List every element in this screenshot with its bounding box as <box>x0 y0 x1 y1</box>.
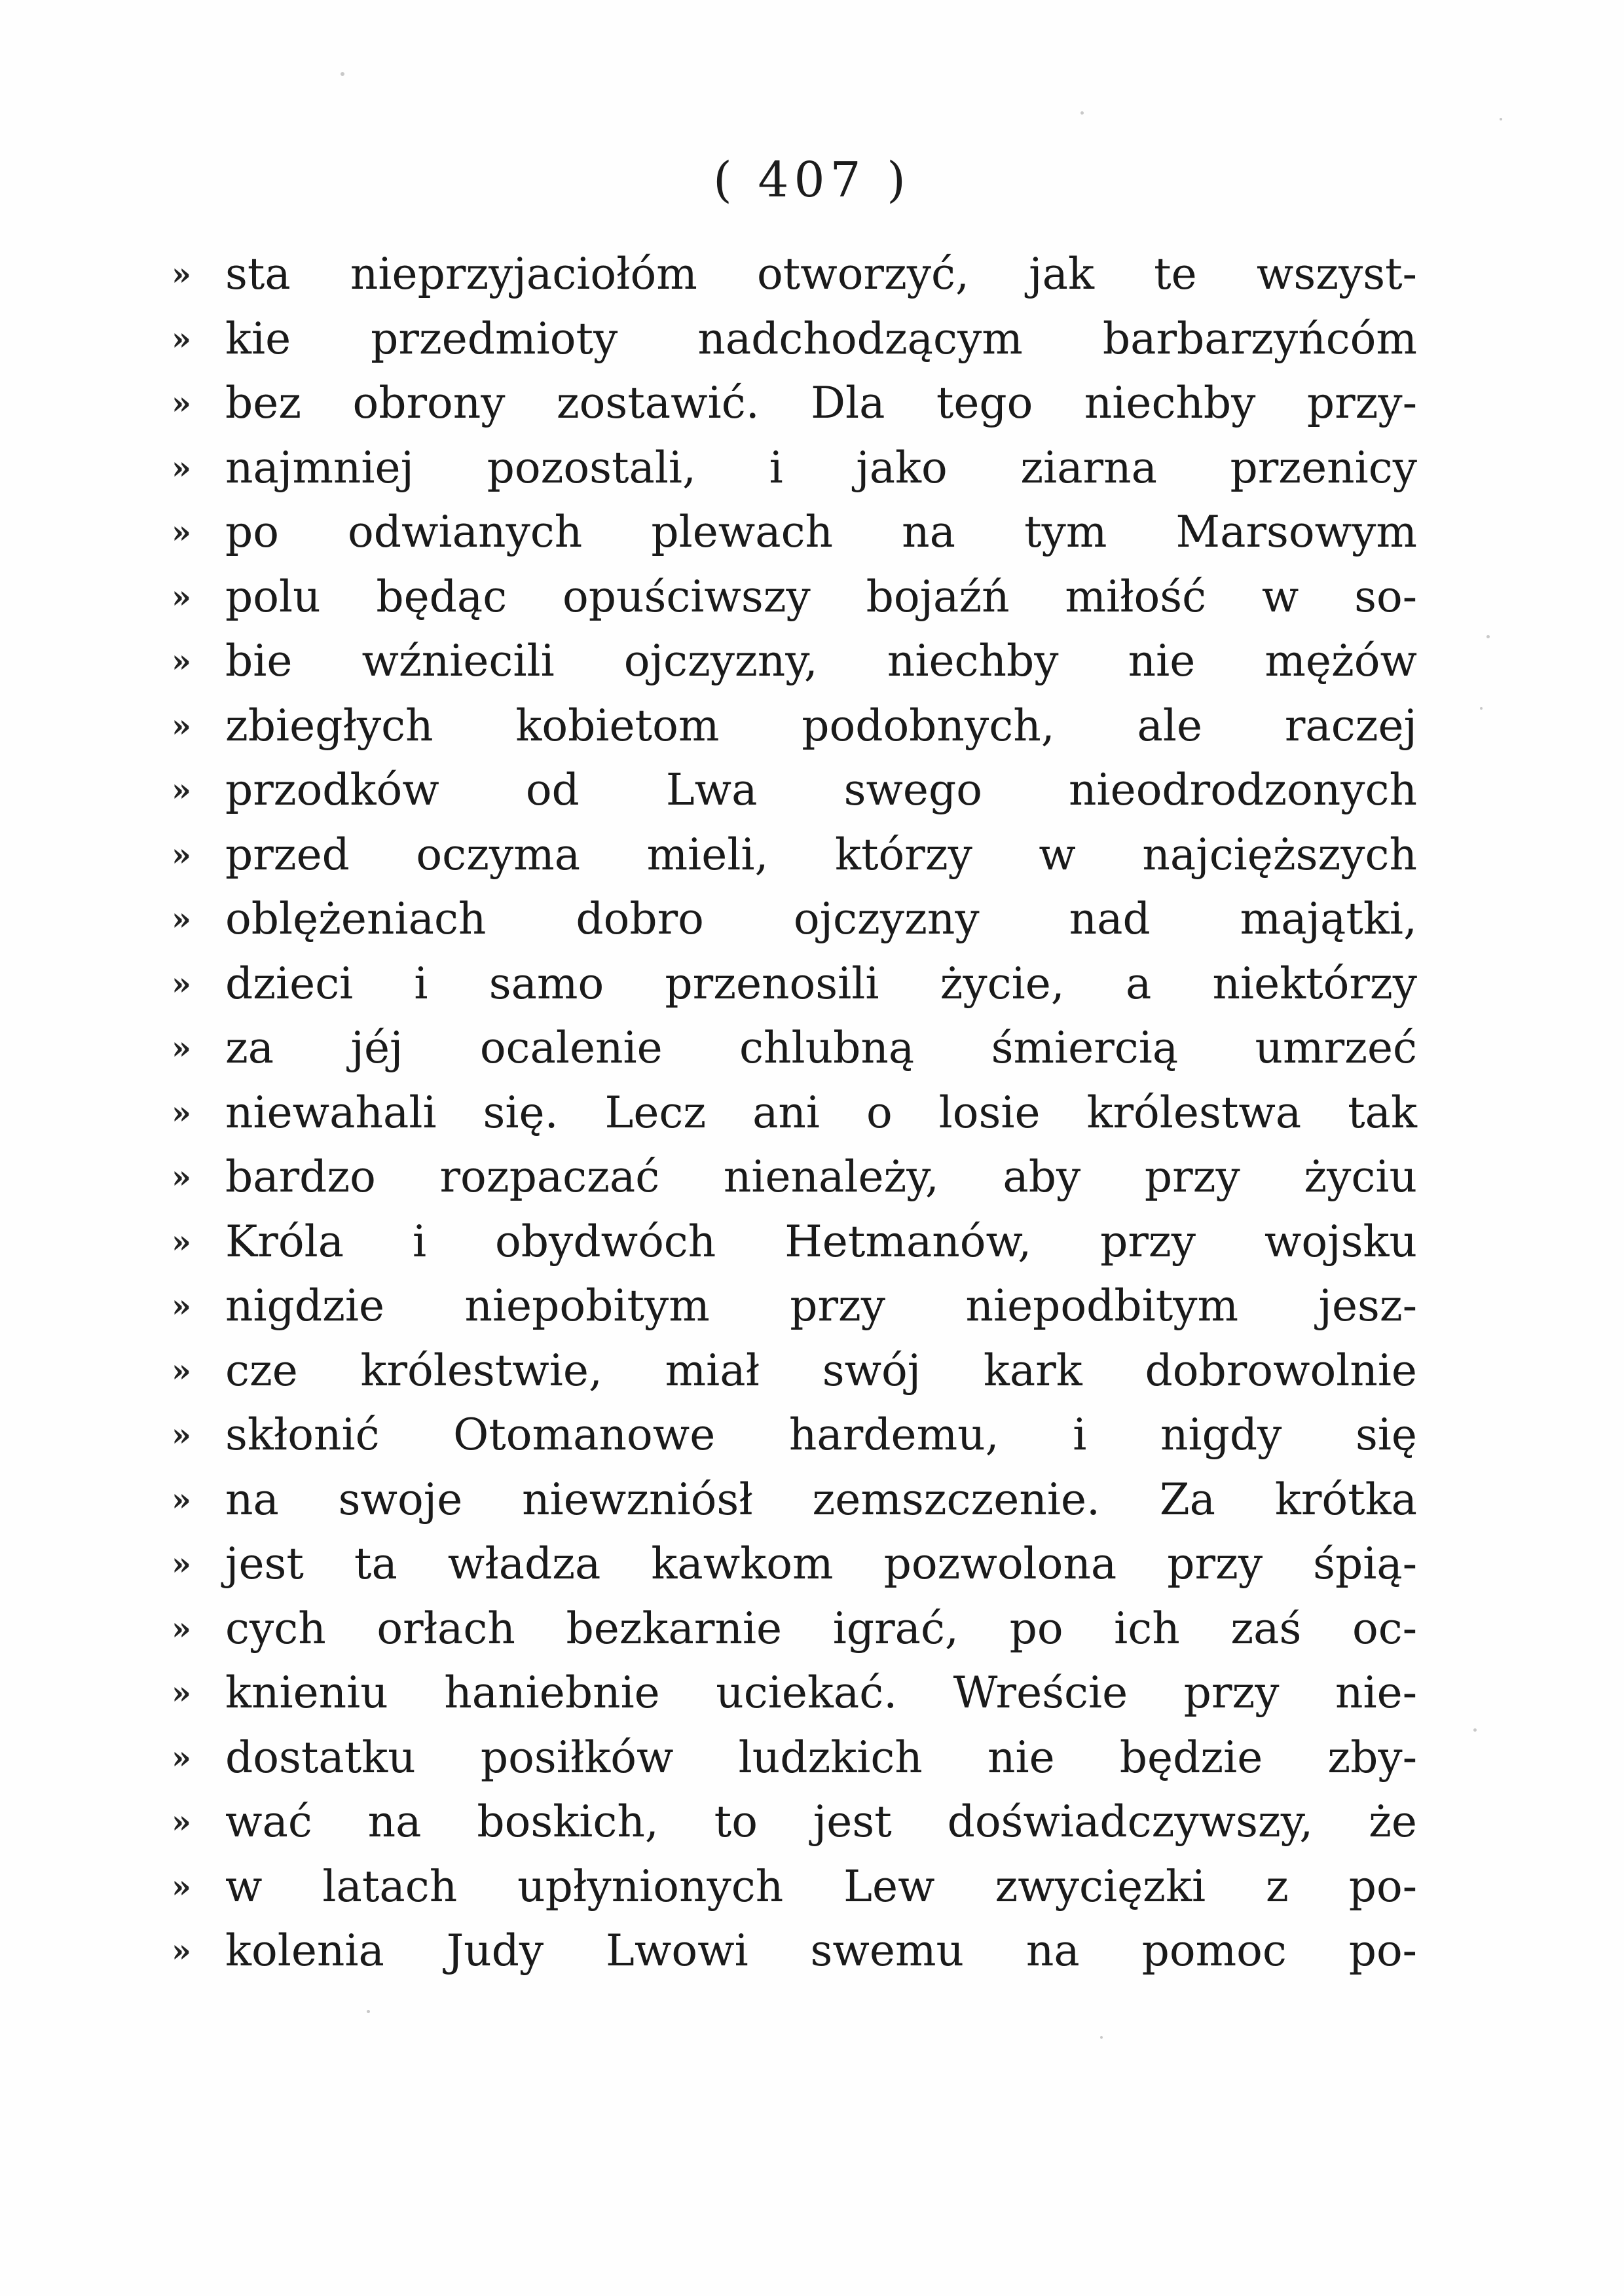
quotation-mark: » <box>172 256 191 293</box>
quotation-mark: » <box>172 449 191 486</box>
line-text: za jéj ocalenie chlubną śmiercią umrzeć <box>225 1023 1417 1073</box>
quotation-mark: » <box>172 1546 191 1582</box>
paper-speck <box>1100 2036 1103 2039</box>
line-text: bardzo rozpaczać nienależy, aby przy życiu <box>225 1152 1417 1202</box>
paper-speck <box>1080 111 1084 115</box>
text-line <box>172 307 1416 372</box>
text-line <box>172 1016 1416 1081</box>
quotation-mark: » <box>172 1933 191 1969</box>
line-text: w latach upłynionych Lew zwycięzki z po- <box>225 1861 1417 1912</box>
text-line <box>172 565 1416 630</box>
body-text <box>172 242 1416 1984</box>
text-line <box>172 242 1416 307</box>
line-text: kie przedmioty nadchodzącym barbarzyńcóm <box>225 313 1417 364</box>
text-line <box>172 629 1416 694</box>
line-text: Króla i obydwóch Hetmanów, przy wojsku <box>225 1216 1417 1267</box>
text-line <box>172 1274 1416 1339</box>
text-line <box>172 1468 1416 1533</box>
line-text: cych orłach bezkarnie igrać, po ich zaś oc- <box>225 1603 1417 1654</box>
line-text: polu będąc opuściwszy bojaźń miłość w so- <box>225 571 1417 622</box>
quotation-mark: » <box>172 1675 191 1711</box>
text-line <box>172 1855 1416 1920</box>
page-number: ( 407 ) <box>712 152 912 208</box>
paper-speck <box>1486 635 1490 638</box>
quotation-mark: » <box>172 707 191 744</box>
line-text: dzieci i samo przenosili życie, a niektórzy <box>225 958 1417 1009</box>
line-text: knieniu haniebnie uciekać. Wreście przy nie- <box>225 1667 1417 1718</box>
quotation-mark: » <box>172 901 191 938</box>
line-text: przodków od Lwa swego nieodrodzonych <box>225 765 1417 815</box>
line-text: bie wźniecili ojczyzny, niechby nie mężów <box>225 636 1417 686</box>
quotation-mark: » <box>172 1610 191 1647</box>
line-text: niewahali się. Lecz ani o losie królestwa tak <box>225 1087 1417 1138</box>
quotation-mark: » <box>172 1352 191 1389</box>
line-text: bez obrony zostawić. Dla tego niechby przy- <box>225 378 1417 428</box>
quotation-mark: » <box>172 772 191 809</box>
line-text: zbiegłych kobietom podobnych, ale raczej <box>225 700 1417 751</box>
text-line <box>172 1339 1416 1404</box>
paper-speck <box>1480 707 1483 710</box>
line-text: przed oczyma mieli, którzy w najcięższych <box>225 829 1417 880</box>
text-line <box>172 952 1416 1017</box>
line-text: dostatku posiłków ludzkich nie będzie zby- <box>225 1732 1417 1783</box>
quotation-mark: » <box>172 385 191 422</box>
paper-speck <box>367 2010 370 2013</box>
text-line <box>172 1726 1416 1791</box>
line-text: skłonić Otomanowe hardemu, i nigdy się <box>225 1410 1417 1460</box>
text-line <box>172 823 1416 888</box>
text-line <box>172 436 1416 501</box>
quotation-mark: » <box>172 1030 191 1066</box>
quotation-mark: » <box>172 320 191 357</box>
line-text: wać na boskich, to jest doświadczywszy, że <box>225 1796 1417 1847</box>
quotation-mark: » <box>172 1868 191 1905</box>
text-line <box>172 1597 1416 1662</box>
quotation-mark: » <box>172 1159 191 1195</box>
quotation-mark: » <box>172 514 191 551</box>
quotation-mark: » <box>172 643 191 680</box>
quotation-mark: » <box>172 1804 191 1840</box>
quotation-mark: » <box>172 578 191 615</box>
line-text: na swoje niewzniósł zemszczenie. Za krótka <box>225 1474 1417 1525</box>
quotation-mark: » <box>172 965 191 1002</box>
line-text: cze królestwie, miał swój kark dobrowolnie <box>225 1345 1417 1396</box>
text-line <box>172 1210 1416 1275</box>
text-line <box>172 1790 1416 1855</box>
text-line <box>172 758 1416 823</box>
line-text: po odwianych plewach na tym Marsowym <box>225 507 1417 557</box>
text-line <box>172 500 1416 565</box>
quotation-mark: » <box>172 1739 191 1776</box>
text-line <box>172 887 1416 952</box>
paper-speck <box>1500 118 1502 120</box>
paper-speck <box>341 72 344 76</box>
quotation-mark: » <box>172 1094 191 1131</box>
text-line <box>172 1919 1416 1984</box>
text-line <box>172 1145 1416 1210</box>
line-text: sta nieprzyjaciołóm otworzyć, jak te wszyst- <box>225 249 1417 299</box>
quotation-mark: » <box>172 1288 191 1324</box>
text-line <box>172 1661 1416 1726</box>
text-line <box>172 694 1416 759</box>
line-text: jest ta władza kawkom pozwolona przy śpią- <box>225 1539 1417 1589</box>
text-line <box>172 371 1416 436</box>
line-text: najmniej pozostali, i jako ziarna przenicy <box>225 442 1417 493</box>
text-line <box>172 1403 1416 1468</box>
quotation-mark: » <box>172 836 191 873</box>
text-line <box>172 1081 1416 1146</box>
line-text: kolenia Judy Lwowi swemu na pomoc po- <box>225 1925 1417 1976</box>
quotation-mark: » <box>172 1481 191 1518</box>
line-text: oblężeniach dobro ojczyzny nad majątki, <box>225 894 1417 944</box>
quotation-mark: » <box>172 1417 191 1453</box>
text-line <box>172 1532 1416 1597</box>
quotation-mark: » <box>172 1223 191 1260</box>
paper-speck <box>1473 1728 1477 1732</box>
line-text: nigdzie niepobitym przy niepodbitym jesz- <box>225 1281 1417 1331</box>
